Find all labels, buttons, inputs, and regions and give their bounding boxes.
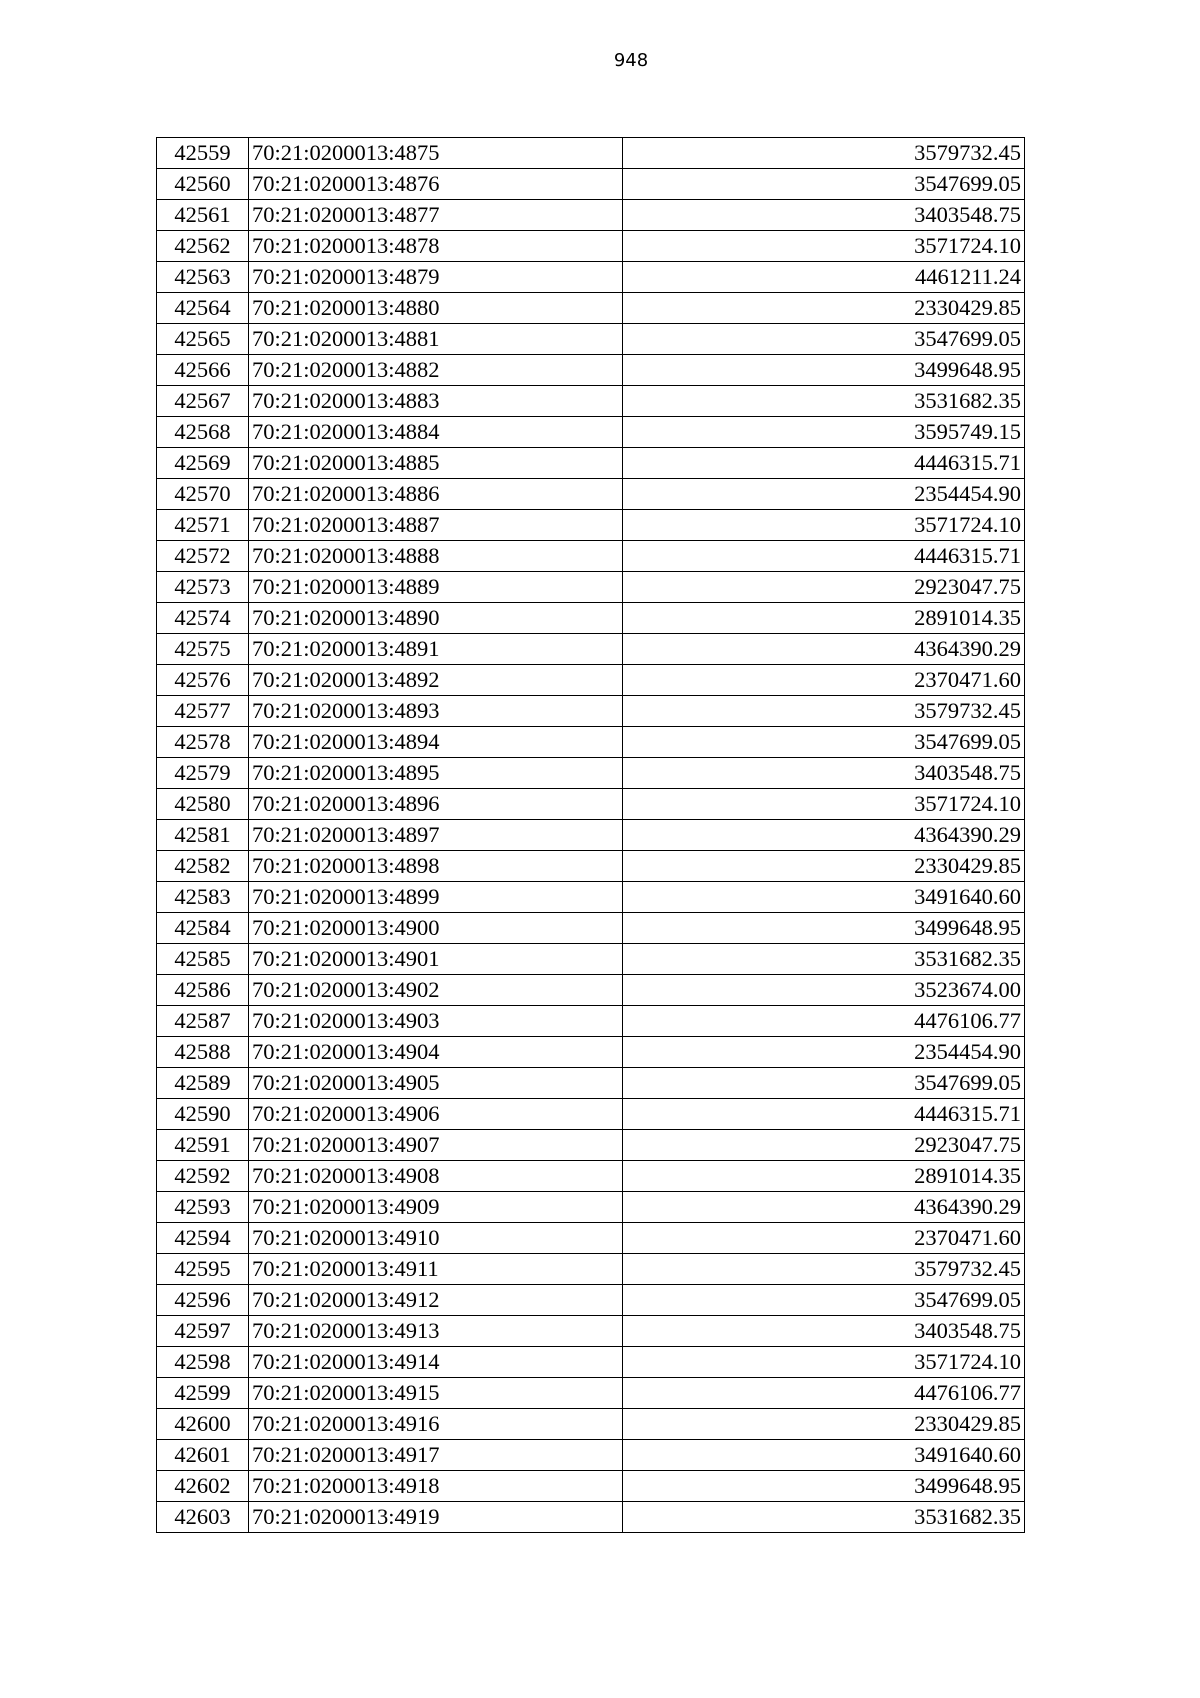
table-row <box>157 1409 1025 1440</box>
cadastral-number-cell: 70:21:0200013:4909 <box>249 1192 623 1223</box>
value-cell: 4461211.24 <box>623 262 1025 293</box>
table-row <box>157 355 1025 386</box>
value-cell: 3499648.95 <box>623 1471 1025 1502</box>
row-number-cell: 42583 <box>157 882 249 913</box>
table-row <box>157 138 1025 169</box>
row-number-cell: 42592 <box>157 1161 249 1192</box>
cadastral-number-cell: 70:21:0200013:4901 <box>249 944 623 975</box>
value-cell: 3531682.35 <box>623 386 1025 417</box>
value-cell: 3531682.35 <box>623 1502 1025 1533</box>
value-cell: 3491640.60 <box>623 1440 1025 1471</box>
cadastral-number-cell: 70:21:0200013:4880 <box>249 293 623 324</box>
value-cell: 2354454.90 <box>623 479 1025 510</box>
table-row <box>157 324 1025 355</box>
value-cell: 3547699.05 <box>623 169 1025 200</box>
cadastral-number-cell: 70:21:0200013:4904 <box>249 1037 623 1068</box>
cadastral-number-cell: 70:21:0200013:4918 <box>249 1471 623 1502</box>
row-number-cell: 42559 <box>157 138 249 169</box>
cadastral-number-cell: 70:21:0200013:4877 <box>249 200 623 231</box>
value-cell: 4446315.71 <box>623 448 1025 479</box>
row-number-cell: 42574 <box>157 603 249 634</box>
cadastral-number-cell: 70:21:0200013:4903 <box>249 1006 623 1037</box>
cadastral-number-cell: 70:21:0200013:4890 <box>249 603 623 634</box>
row-number-cell: 42573 <box>157 572 249 603</box>
value-cell: 2923047.75 <box>623 1130 1025 1161</box>
cadastral-number-cell: 70:21:0200013:4894 <box>249 727 623 758</box>
cadastral-number-cell: 70:21:0200013:4895 <box>249 758 623 789</box>
row-number-cell: 42603 <box>157 1502 249 1533</box>
value-cell: 2330429.85 <box>623 1409 1025 1440</box>
cadastral-number-cell: 70:21:0200013:4882 <box>249 355 623 386</box>
value-cell: 4476106.77 <box>623 1378 1025 1409</box>
table-row <box>157 1037 1025 1068</box>
table-row <box>157 882 1025 913</box>
value-cell: 3491640.60 <box>623 882 1025 913</box>
table-row <box>157 944 1025 975</box>
cadastral-number-cell: 70:21:0200013:4887 <box>249 510 623 541</box>
table-body <box>157 138 1025 1533</box>
row-number-cell: 42576 <box>157 665 249 696</box>
cadastral-number-cell: 70:21:0200013:4875 <box>249 138 623 169</box>
value-cell: 3571724.10 <box>623 789 1025 820</box>
table-row <box>157 169 1025 200</box>
value-cell: 4364390.29 <box>623 1192 1025 1223</box>
cadastral-number-cell: 70:21:0200013:4915 <box>249 1378 623 1409</box>
row-number-cell: 42563 <box>157 262 249 293</box>
cadastral-number-cell: 70:21:0200013:4885 <box>249 448 623 479</box>
value-cell: 3579732.45 <box>623 138 1025 169</box>
value-cell: 3547699.05 <box>623 1068 1025 1099</box>
row-number-cell: 42585 <box>157 944 249 975</box>
table-row <box>157 727 1025 758</box>
value-cell: 4446315.71 <box>623 1099 1025 1130</box>
value-cell: 3579732.45 <box>623 696 1025 727</box>
row-number-cell: 42578 <box>157 727 249 758</box>
value-cell: 2891014.35 <box>623 603 1025 634</box>
value-cell: 3571724.10 <box>623 231 1025 262</box>
table-row <box>157 1130 1025 1161</box>
cadastral-number-cell: 70:21:0200013:4886 <box>249 479 623 510</box>
row-number-cell: 42566 <box>157 355 249 386</box>
value-cell: 3547699.05 <box>623 727 1025 758</box>
table-row <box>157 1254 1025 1285</box>
value-cell: 3571724.10 <box>623 510 1025 541</box>
cadastral-number-cell: 70:21:0200013:4891 <box>249 634 623 665</box>
table-row <box>157 1192 1025 1223</box>
row-number-cell: 42580 <box>157 789 249 820</box>
cadastral-number-cell: 70:21:0200013:4907 <box>249 1130 623 1161</box>
row-number-cell: 42596 <box>157 1285 249 1316</box>
row-number-cell: 42571 <box>157 510 249 541</box>
cadastral-number-cell: 70:21:0200013:4919 <box>249 1502 623 1533</box>
value-cell: 4446315.71 <box>623 541 1025 572</box>
row-number-cell: 42560 <box>157 169 249 200</box>
row-number-cell: 42568 <box>157 417 249 448</box>
row-number-cell: 42584 <box>157 913 249 944</box>
row-number-cell: 42577 <box>157 696 249 727</box>
table-row <box>157 1502 1025 1533</box>
row-number-cell: 42586 <box>157 975 249 1006</box>
table-row <box>157 448 1025 479</box>
value-cell: 2891014.35 <box>623 1161 1025 1192</box>
table-row <box>157 479 1025 510</box>
row-number-cell: 42590 <box>157 1099 249 1130</box>
cadastral-number-cell: 70:21:0200013:4910 <box>249 1223 623 1254</box>
table-row <box>157 1440 1025 1471</box>
cadastral-number-cell: 70:21:0200013:4914 <box>249 1347 623 1378</box>
row-number-cell: 42581 <box>157 820 249 851</box>
table-row <box>157 1347 1025 1378</box>
row-number-cell: 42564 <box>157 293 249 324</box>
row-number-cell: 42588 <box>157 1037 249 1068</box>
value-cell: 3403548.75 <box>623 200 1025 231</box>
row-number-cell: 42569 <box>157 448 249 479</box>
cadastral-number-cell: 70:21:0200013:4899 <box>249 882 623 913</box>
table-row <box>157 603 1025 634</box>
value-cell: 3579732.45 <box>623 1254 1025 1285</box>
row-number-cell: 42582 <box>157 851 249 882</box>
table-row <box>157 913 1025 944</box>
cadastral-number-cell: 70:21:0200013:4889 <box>249 572 623 603</box>
table-row <box>157 200 1025 231</box>
value-cell: 3523674.00 <box>623 975 1025 1006</box>
value-cell: 4476106.77 <box>623 1006 1025 1037</box>
value-cell: 4364390.29 <box>623 634 1025 665</box>
value-cell: 3403548.75 <box>623 1316 1025 1347</box>
cadastral-number-cell: 70:21:0200013:4881 <box>249 324 623 355</box>
table-row <box>157 510 1025 541</box>
row-number-cell: 42600 <box>157 1409 249 1440</box>
row-number-cell: 42594 <box>157 1223 249 1254</box>
table-row <box>157 541 1025 572</box>
value-cell: 3499648.95 <box>623 913 1025 944</box>
row-number-cell: 42565 <box>157 324 249 355</box>
table-row <box>157 1316 1025 1347</box>
table-row <box>157 231 1025 262</box>
value-cell: 4364390.29 <box>623 820 1025 851</box>
table-row <box>157 1285 1025 1316</box>
cadastral-number-cell: 70:21:0200013:4900 <box>249 913 623 944</box>
table-row <box>157 417 1025 448</box>
value-cell: 3403548.75 <box>623 758 1025 789</box>
cadastral-number-cell: 70:21:0200013:4916 <box>249 1409 623 1440</box>
cadastral-number-cell: 70:21:0200013:4878 <box>249 231 623 262</box>
row-number-cell: 42589 <box>157 1068 249 1099</box>
value-cell: 2923047.75 <box>623 572 1025 603</box>
row-number-cell: 42601 <box>157 1440 249 1471</box>
row-number-cell: 42599 <box>157 1378 249 1409</box>
row-number-cell: 42575 <box>157 634 249 665</box>
row-number-cell: 42591 <box>157 1130 249 1161</box>
value-cell: 3595749.15 <box>623 417 1025 448</box>
row-number-cell: 42561 <box>157 200 249 231</box>
table-row <box>157 634 1025 665</box>
table-row <box>157 1223 1025 1254</box>
cadastral-number-cell: 70:21:0200013:4884 <box>249 417 623 448</box>
value-cell: 3571724.10 <box>623 1347 1025 1378</box>
value-cell: 3547699.05 <box>623 1285 1025 1316</box>
table-row <box>157 1006 1025 1037</box>
value-cell: 3531682.35 <box>623 944 1025 975</box>
row-number-cell: 42587 <box>157 1006 249 1037</box>
row-number-cell: 42593 <box>157 1192 249 1223</box>
row-number-cell: 42597 <box>157 1316 249 1347</box>
table-row <box>157 1471 1025 1502</box>
row-number-cell: 42602 <box>157 1471 249 1502</box>
table-row <box>157 665 1025 696</box>
cadastral-number-cell: 70:21:0200013:4896 <box>249 789 623 820</box>
value-cell: 2370471.60 <box>623 665 1025 696</box>
table-row <box>157 820 1025 851</box>
cadastral-number-cell: 70:21:0200013:4888 <box>249 541 623 572</box>
row-number-cell: 42567 <box>157 386 249 417</box>
table-row <box>157 696 1025 727</box>
cadastral-number-cell: 70:21:0200013:4892 <box>249 665 623 696</box>
table-row <box>157 293 1025 324</box>
page-number: 948 <box>613 50 649 71</box>
cadastral-number-cell: 70:21:0200013:4908 <box>249 1161 623 1192</box>
table-row <box>157 386 1025 417</box>
cadastral-number-cell: 70:21:0200013:4912 <box>249 1285 623 1316</box>
row-number-cell: 42562 <box>157 231 249 262</box>
cadastral-number-cell: 70:21:0200013:4898 <box>249 851 623 882</box>
cadastral-number-cell: 70:21:0200013:4911 <box>249 1254 623 1285</box>
cadastral-number-cell: 70:21:0200013:4906 <box>249 1099 623 1130</box>
table-row <box>157 1099 1025 1130</box>
value-cell: 2330429.85 <box>623 293 1025 324</box>
table-row <box>157 572 1025 603</box>
cadastral-number-cell: 70:21:0200013:4897 <box>249 820 623 851</box>
cadastral-number-cell: 70:21:0200013:4879 <box>249 262 623 293</box>
cadastral-number-cell: 70:21:0200013:4917 <box>249 1440 623 1471</box>
table-row <box>157 262 1025 293</box>
row-number-cell: 42598 <box>157 1347 249 1378</box>
value-cell: 2330429.85 <box>623 851 1025 882</box>
cadastral-number-cell: 70:21:0200013:4902 <box>249 975 623 1006</box>
table-row <box>157 975 1025 1006</box>
value-cell: 3547699.05 <box>623 324 1025 355</box>
table-row <box>157 1378 1025 1409</box>
value-cell: 2354454.90 <box>623 1037 1025 1068</box>
row-number-cell: 42572 <box>157 541 249 572</box>
row-number-cell: 42570 <box>157 479 249 510</box>
data-table <box>156 137 1025 1533</box>
cadastral-number-cell: 70:21:0200013:4913 <box>249 1316 623 1347</box>
cadastral-number-cell: 70:21:0200013:4905 <box>249 1068 623 1099</box>
value-cell: 3499648.95 <box>623 355 1025 386</box>
table-row <box>157 758 1025 789</box>
table-row <box>157 1161 1025 1192</box>
table-row <box>157 789 1025 820</box>
table-row <box>157 851 1025 882</box>
value-cell: 2370471.60 <box>623 1223 1025 1254</box>
row-number-cell: 42595 <box>157 1254 249 1285</box>
cadastral-number-cell: 70:21:0200013:4893 <box>249 696 623 727</box>
table-row <box>157 1068 1025 1099</box>
cadastral-number-cell: 70:21:0200013:4876 <box>249 169 623 200</box>
row-number-cell: 42579 <box>157 758 249 789</box>
cadastral-number-cell: 70:21:0200013:4883 <box>249 386 623 417</box>
